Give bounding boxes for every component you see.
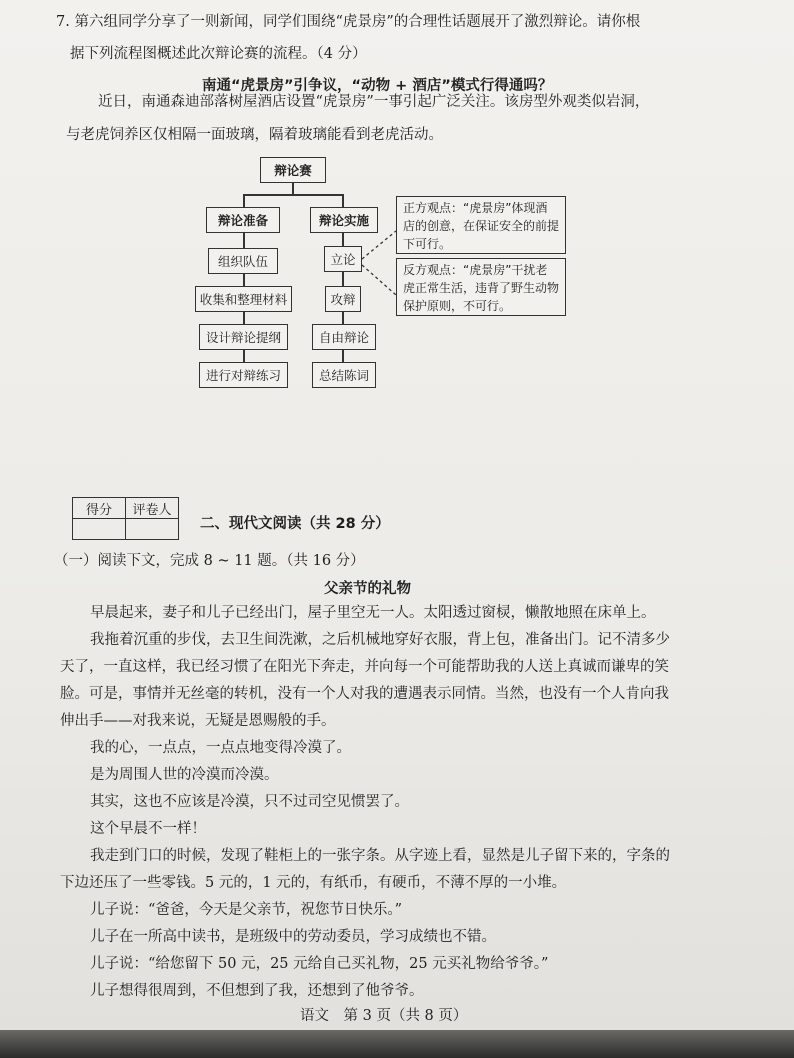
article-line: 我的心，一点点，一点点地变得冷漠了。: [90, 740, 351, 756]
article-title: 父亲节的礼物: [324, 581, 411, 597]
score-header: 得分: [73, 498, 126, 519]
news-title: 南通“虎景房”引争议，“动物 + 酒店”模式行得通吗？: [202, 78, 553, 94]
grader-cell[interactable]: [126, 519, 179, 540]
news-paragraph-line2: 与老虎饲养区仅相隔一面玻璃，隔着玻璃能看到老虎活动。: [66, 127, 443, 143]
page-footer: 语文 第 3 页（共 8 页）: [300, 1008, 468, 1024]
flow-root-debate: 辩论赛: [260, 157, 326, 183]
question-7-line1: 7. 第六组同学分享了一则新闻，同学们围绕“虎景房”的合理性话题展开了激烈辩论。请你根: [56, 14, 641, 30]
flow-pro-view: 正方观点：“虎景房”体现酒店的创意，在保证安全的前提下可行。: [396, 196, 566, 254]
article-line: 伸出手——对我来说，无疑是恩赐般的手。: [60, 713, 336, 729]
news-paragraph-line1: 近日，南通森迪部落树屋酒店设置“虎景房”一事引起广泛关注。该房型外观类似岩洞，: [98, 94, 650, 110]
flow-implement-step-1: 立论: [324, 246, 362, 272]
flow-implement: 辩论实施: [310, 207, 378, 233]
flow-prepare-step-1: 组织队伍: [208, 248, 278, 274]
article-line: 儿子想得很周到，不但想到了我，还想到了他爷爷。: [90, 983, 424, 999]
article-line: 儿子说：“爸爸，今天是父亲节，祝您节日快乐。”: [90, 902, 403, 918]
question-7-line2: 据下列流程图概述此次辩论赛的流程。（4 分）: [70, 46, 367, 62]
score-table: [72, 497, 179, 540]
flow-prepare-step-2: 收集和整理材料: [195, 286, 292, 312]
flow-prepare: 辩论准备: [206, 207, 280, 233]
flow-prepare-step-4: 进行对辩练习: [199, 362, 288, 388]
page-edge-shadow: [0, 1030, 794, 1058]
article-line: 早晨起来，妻子和儿子已经出门，屋子里空无一人。太阳透过窗棂，懒散地照在床单上。: [90, 605, 656, 621]
article-line: 是为周围人世的冷漠而冷漠。: [90, 767, 279, 783]
flow-implement-step-3: 自由辩论: [312, 324, 376, 350]
article-line: 我走到门口的时候，发现了鞋柜上的一张字条。从字迹上看，显然是儿子留下来的，字条的: [90, 848, 670, 864]
score-cell[interactable]: [73, 519, 126, 540]
article-line: 儿子在一所高中读书，是班级中的劳动委员，学习成绩也不错。: [90, 929, 496, 945]
dashed-connectors: [360, 225, 400, 305]
article-line: 天了，一直这样，我已经习惯了在阳光下奔走，并向每一个可能帮助我的人送上真诚而谦卑的笑: [60, 659, 669, 675]
article-line: 这个早晨不一样！: [90, 821, 206, 837]
article-line: 下边还压了一些零钱。5 元的，1 元的，有纸币，有硬币，不薄不厚的一小堆。: [60, 875, 567, 891]
flow-con-view: 反方观点：“虎景房”干扰老虎正常生活，违背了野生动物保护原则，不可行。: [396, 258, 566, 316]
flow-prepare-step-3: 设计辩论提纲: [199, 324, 288, 350]
section-subheading: （一）阅读下文，完成 8 ~ 11 题。（共 16 分）: [54, 553, 365, 569]
section-heading: 二、现代文阅读（共 28 分）: [200, 516, 390, 532]
article-line: 脸。可是，事情并无丝毫的转机，没有一个人对我的遭遇表示同情。当然，也没有一个人肯向我: [60, 686, 669, 702]
grader-header: 评卷人: [126, 498, 179, 519]
flow-implement-step-4: 总结陈词: [312, 362, 376, 388]
flow-implement-step-2: 攻辩: [325, 286, 361, 312]
article-line: 我拖着沉重的步伐，去卫生间洗漱，之后机械地穿好衣服，背上包，准备出门。记不清多少: [90, 632, 670, 648]
article-line: 其实，这也不应该是冷漠，只不过司空见惯罢了。: [90, 794, 409, 810]
article-line: 儿子说：“给您留下 50 元，25 元给自己买礼物，25 元买礼物给爷爷。”: [90, 956, 549, 972]
